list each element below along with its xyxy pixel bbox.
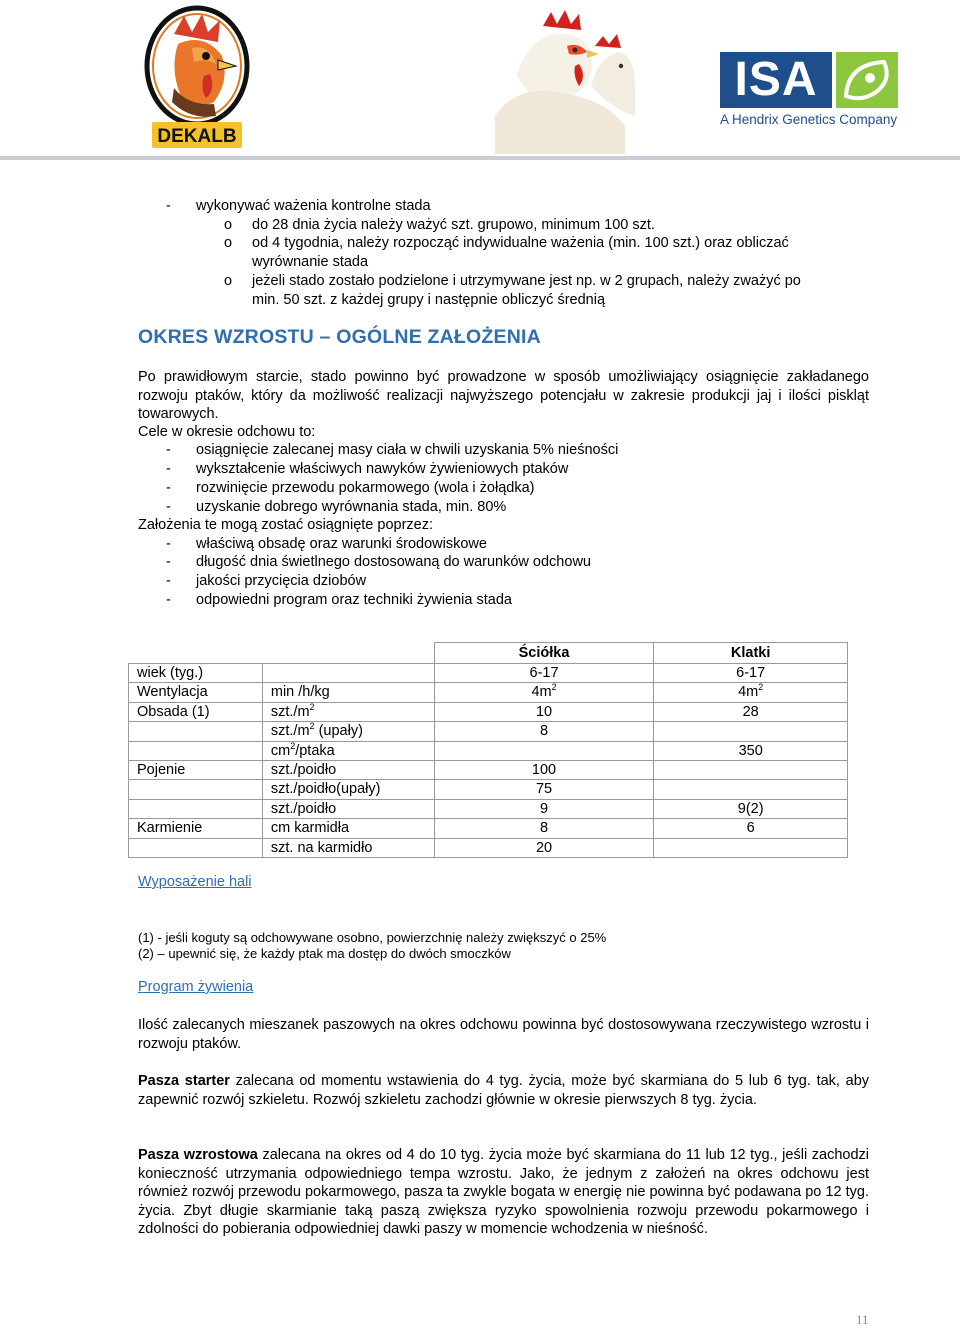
litter-value: 20 xyxy=(434,838,654,857)
row-unit: min /h/kg xyxy=(262,683,434,702)
means-item: właściwą obsadę oraz warunki środowiskowe xyxy=(196,536,487,552)
cage-value: 28 xyxy=(654,702,848,721)
cage-value xyxy=(654,780,848,799)
row-unit xyxy=(262,664,434,683)
table-row xyxy=(129,761,848,780)
means-title: Założenia te mogą zostać osiągnięte poprzez: xyxy=(138,517,434,533)
row-label xyxy=(129,799,263,818)
litter-value: 9 xyxy=(434,799,654,818)
table-row xyxy=(129,683,848,702)
row-unit: cm karmidła xyxy=(262,819,434,838)
table-row xyxy=(129,780,848,799)
bullet-dash: - xyxy=(166,442,171,458)
page-number: 11 xyxy=(856,1312,869,1327)
superscript: 2 xyxy=(309,701,315,712)
row-label: Karmienie xyxy=(129,819,263,838)
row-label xyxy=(129,838,263,857)
bullet-o: o xyxy=(224,217,233,233)
weighing-item-3-cont: min. 50 szt. z każdej grupy i następnie obliczyć średnią xyxy=(252,292,606,308)
goals-title: Cele w okresie odchowu to: xyxy=(138,424,316,440)
row-unit: $szt./m^2$ xyxy=(262,702,434,721)
litter-value: 8 xyxy=(434,722,654,741)
cage-value: 6 xyxy=(654,819,848,838)
litter-value: 8 xyxy=(434,819,654,838)
table-row xyxy=(129,838,848,857)
litter-value: 75 xyxy=(434,780,654,799)
column-header-litter: Ściółka xyxy=(434,643,654,664)
goal-item: osiągnięcie zalecanej masy ciała w chwili uzyskania 5% nieśności xyxy=(196,442,619,458)
page-header xyxy=(0,0,960,160)
bullet-o: o xyxy=(224,273,233,289)
row-label: Obsada (1) xyxy=(129,702,263,721)
goal-item: wykształcenie właściwych nawyków żywieniowych ptaków xyxy=(196,461,569,477)
table-row xyxy=(129,741,848,760)
isa-leaf-icon xyxy=(836,52,898,108)
cage-value xyxy=(654,838,848,857)
row-label: Pojenie xyxy=(129,761,263,780)
cage-value xyxy=(654,722,848,741)
superscript: 2 xyxy=(758,682,764,693)
cage-value: 9(2) xyxy=(654,799,848,818)
row-label xyxy=(129,722,263,741)
weighing-item-3: jeżeli stado zostało podzielone i utrzymywane jest np. w 2 grupach, należy zważyć po xyxy=(252,273,801,289)
starter-text: zalecana od momentu wstawienia do 4 tyg. życia, może być skarmiana do 5 lub 6 tyg. tak, aby zapewnić rozwój szkieletu. Rozwój szkieletu zachodzi głównie w okresie pierwszych 8 tyg. życia. xyxy=(138,1073,870,1108)
cage-value: $4m^2$ xyxy=(654,683,848,702)
starter-paragraph xyxy=(138,1072,869,1109)
cage-value xyxy=(654,761,848,780)
table-row xyxy=(129,819,848,838)
goal-item: uzyskanie dobrego wyrównania stada, min. 80% xyxy=(196,499,507,515)
litter-value: 10 xyxy=(434,702,654,721)
means-item: długość dnia świetlnego dostosowaną do warunków odchowu xyxy=(196,554,591,570)
grower-text: zalecana na okres od 4 do 10 tyg. życia może być skarmiana do 11 lub 12 tyg., jeśli zachodzi konieczność utrzymania odpowiedniego tempa wzrostu. Jako, że jednym z założeń na okres odchowu jest również rozwój przewodu pokarmowego, pasza ta zwykle bogata w energię nie powinna być podawana po 12 tyg. życia. Zbyt długie skarmianie taką paszą zwiększa ryzyko spowolnienia rozwoju przewodu pokarmowego i zdolności do pobierania odpowiedniej dawki paszy w momencie wchodzenia w nieśność. xyxy=(138,1147,869,1237)
row-unit: $szt./m^2$ (upały) xyxy=(262,722,434,741)
isa-tagline: A Hendrix Genetics Company xyxy=(720,112,898,127)
goal-item: rozwinięcie przewodu pokarmowego (wola i żołądka) xyxy=(196,480,535,496)
row-label: Wentylacja xyxy=(129,683,263,702)
row-label xyxy=(129,780,263,799)
cage-value: 6-17 xyxy=(654,664,848,683)
starter-label: Pasza starter xyxy=(138,1073,230,1089)
bullet-dash: - xyxy=(166,536,171,552)
weighing-item-2-cont: wyrównanie stada xyxy=(252,254,369,270)
row-unit: szt./poidło xyxy=(262,799,434,818)
hens-photo xyxy=(495,6,635,154)
table-row xyxy=(129,722,848,741)
superscript: 2 xyxy=(309,721,315,732)
grower-label: Pasza wzrostowa xyxy=(138,1147,258,1163)
bullet-dash: - xyxy=(166,554,171,570)
feeding-program-link[interactable]: Program żywienia xyxy=(138,979,254,995)
header-divider xyxy=(0,156,960,160)
equipment-link[interactable]: Wyposażenie hali xyxy=(138,874,252,890)
isa-logo xyxy=(720,52,902,134)
superscript: 2 xyxy=(551,682,557,693)
row-unit: szt./poidło(upały) xyxy=(262,780,434,799)
cage-value: 350 xyxy=(654,741,848,760)
row-unit: $cm^2$/ptaka xyxy=(262,741,434,760)
superscript: 2 xyxy=(290,740,296,751)
bullet-dash: - xyxy=(166,573,171,589)
weighing-item-1: do 28 dnia życia należy ważyć szt. grupowo, minimum 100 szt. xyxy=(252,217,655,233)
weighing-title: wykonywać ważenia kontrolne stada xyxy=(196,198,431,214)
litter-value: 6-17 xyxy=(434,664,654,683)
row-unit: szt. na karmidło xyxy=(262,838,434,857)
bullet-dash: - xyxy=(166,592,171,608)
litter-value: 100 xyxy=(434,761,654,780)
table-row xyxy=(129,664,848,683)
bullet-dash: - xyxy=(166,198,171,214)
feeding-intro: Ilość zalecanych mieszanek paszowych na okres odchowu powinna być dostosowywana rzeczywistego wzrostu i rozwoju ptaków. xyxy=(138,1017,869,1052)
table-row xyxy=(129,702,848,721)
isa-logo-text: ISA xyxy=(720,52,832,108)
table-header-row xyxy=(129,643,848,664)
row-unit: szt./poidło xyxy=(262,761,434,780)
row-label xyxy=(129,741,263,760)
bullet-dash: - xyxy=(166,499,171,515)
footnote-2: (2) – upewnić się, że każdy ptak ma dostęp do dwóch smoczków xyxy=(138,946,511,961)
dekalb-logo xyxy=(144,4,250,150)
row-label: wiek (tyg.) xyxy=(129,664,263,683)
column-header-cages: Klatki xyxy=(654,643,848,664)
bullet-dash: - xyxy=(166,480,171,496)
litter-value xyxy=(434,741,654,760)
litter-value: $4m^2$ xyxy=(434,683,654,702)
bullet-o: o xyxy=(224,235,233,251)
section-heading: OKRES WZROSTU – OGÓLNE ZAŁOŻENIA xyxy=(138,326,541,348)
weighing-item-2: od 4 tygodnia, należy rozpocząć indywidualne ważenia (min. 100 szt.) oraz obliczać xyxy=(252,235,789,251)
dekalb-logo-text: DEKALB xyxy=(157,126,237,147)
grower-paragraph xyxy=(138,1146,869,1239)
means-item: odpowiedni program oraz techniki żywienia stada xyxy=(196,592,512,608)
table-row xyxy=(129,799,848,818)
intro-paragraph: Po prawidłowym starcie, stado powinno być prowadzone w sposób umożliwiający osiągnięcie zakładanego rozwoju ptaków, który da możliwość realizacji najwyższego potencjału w zakresie produkcji jaj i ilości piskląt towarowych. xyxy=(138,369,869,422)
footnote-1: (1) - jeśli koguty są odchowywane osobno, powierzchnię należy zwiększyć o 25% xyxy=(138,930,607,945)
bullet-dash: - xyxy=(166,461,171,477)
means-item: jakości przycięcia dziobów xyxy=(196,573,367,589)
rearing-parameters-table xyxy=(128,642,848,858)
